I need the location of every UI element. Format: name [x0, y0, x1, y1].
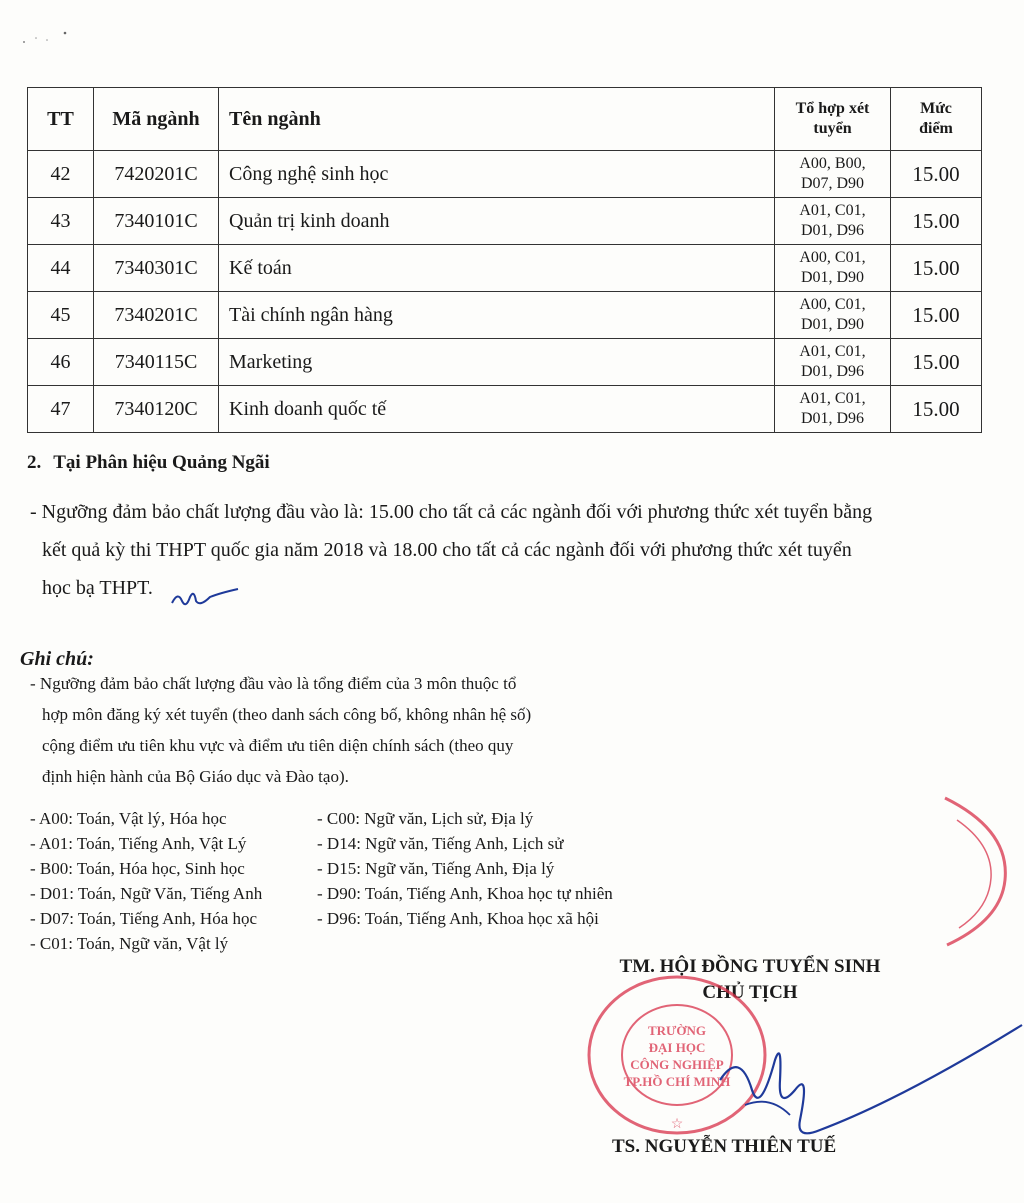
admission-score-table — [27, 87, 982, 433]
cell-combo-line1: A01, C01, — [799, 390, 866, 407]
combo-list-left — [30, 806, 262, 956]
cell-combo-line2: D01, D96 — [800, 363, 865, 380]
cell-name: Kinh doanh quốc tế — [219, 386, 775, 433]
side-stamp — [935, 790, 1015, 950]
cell-score: 15.00 — [891, 386, 982, 433]
header-code: Mã ngành — [94, 88, 219, 151]
header-combo-line1: Tổ hợp xét — [795, 100, 870, 117]
cell-combo-line2: D01, D90 — [800, 316, 865, 333]
cell-code: 7340101C — [94, 198, 219, 245]
cell-score: 15.00 — [891, 292, 982, 339]
cell-tt: 44 — [28, 245, 94, 292]
cell-score: 15.00 — [891, 151, 982, 198]
svg-text:ĐẠI HỌC: ĐẠI HỌC — [648, 1040, 706, 1055]
notes-heading: Ghi chú: — [20, 648, 94, 670]
cell-combo — [775, 292, 891, 339]
svg-text:☆: ☆ — [670, 1117, 684, 1132]
cell-combo-line2: D01, D96 — [800, 222, 865, 239]
cell-code: 7340301C — [94, 245, 219, 292]
cell-combo-line1: A01, C01, — [799, 202, 866, 219]
cell-score: 15.00 — [891, 245, 982, 292]
cell-combo-line1: A01, C01, — [799, 343, 866, 360]
cell-name: Tài chính ngân hàng — [219, 292, 775, 339]
cell-code: 7340201C — [94, 292, 219, 339]
cell-score: 15.00 — [891, 339, 982, 386]
note-line: định hiện hành của Bộ Giáo dục và Đào tạo). — [42, 767, 349, 786]
cell-combo-line2: D01, D96 — [800, 410, 865, 427]
notes-paragraph — [30, 668, 610, 792]
table-row — [28, 386, 982, 433]
svg-text:TRƯỜNG: TRƯỜNG — [647, 1023, 707, 1038]
paragraph-line: - Ngưỡng đảm bảo chất lượng đầu vào là: 15.00 cho tất cả các ngành đối với phương thức xét tuyển bằng — [30, 501, 873, 523]
svg-text:TP.HỒ CHÍ MINH: TP.HỒ CHÍ MINH — [623, 1074, 731, 1089]
svg-text:CÔNG NGHIỆP: CÔNG NGHIỆP — [630, 1057, 724, 1072]
combo-item: - D15: Ngữ văn, Tiếng Anh, Địa lý — [317, 859, 555, 878]
header-tt: TT — [28, 88, 94, 151]
cell-tt: 45 — [28, 292, 94, 339]
header-score-line2: điểm — [919, 120, 953, 137]
combo-item: - D96: Toán, Tiếng Anh, Khoa học xã hội — [317, 909, 599, 928]
table-row — [28, 292, 982, 339]
cell-code: 7420201C — [94, 151, 219, 198]
cell-tt: 46 — [28, 339, 94, 386]
cell-code: 7340120C — [94, 386, 219, 433]
cell-combo — [775, 245, 891, 292]
signer-name: TS. NGUYỄN THIÊN TUẾ — [612, 1136, 837, 1157]
signer-title: CHỦ TỊCH — [702, 982, 798, 1003]
cell-score: 15.00 — [891, 198, 982, 245]
table-header-row — [28, 88, 982, 151]
combo-item: - D14: Ngữ văn, Tiếng Anh, Lịch sử — [317, 834, 564, 853]
cell-tt: 42 — [28, 151, 94, 198]
note-line: hợp môn đăng ký xét tuyển (theo danh sách công bố, không nhân hệ số) — [42, 705, 532, 724]
table-row — [28, 339, 982, 386]
header-name: Tên ngành — [219, 88, 775, 151]
cell-tt: 47 — [28, 386, 94, 433]
note-line: cộng điểm ưu tiên khu vực và điểm ưu tiên diện chính sách (theo quy — [42, 736, 514, 755]
cell-combo-line2: D07, D90 — [800, 175, 865, 192]
cell-name: Công nghệ sinh học — [219, 151, 775, 198]
header-score — [891, 88, 982, 151]
cell-combo-line2: D01, D90 — [800, 269, 865, 286]
table-row — [28, 151, 982, 198]
cell-combo — [775, 198, 891, 245]
combo-list-right — [317, 806, 613, 931]
combo-item: - D07: Toán, Tiếng Anh, Hóa học — [30, 909, 258, 928]
signer-organization: TM. HỘI ĐỒNG TUYỂN SINH — [619, 956, 881, 977]
table-row — [28, 198, 982, 245]
cell-name: Marketing — [219, 339, 775, 386]
section-heading — [27, 452, 270, 474]
combo-item: - D90: Toán, Tiếng Anh, Khoa học tự nhiên — [317, 884, 613, 903]
scan-specks — [20, 20, 80, 50]
cell-combo — [775, 386, 891, 433]
combo-item: - A01: Toán, Tiếng Anh, Vật Lý — [30, 834, 247, 853]
cell-combo-line1: A00, C01, — [799, 296, 866, 313]
combo-item: - A00: Toán, Vật lý, Hóa học — [30, 809, 227, 828]
cell-tt: 43 — [28, 198, 94, 245]
paragraph-line: học bạ THPT. — [42, 577, 153, 599]
combo-item: - D01: Toán, Ngữ Văn, Tiếng Anh — [30, 884, 263, 903]
section-number: 2. — [27, 452, 42, 473]
section-title-text: Tại Phân hiệu Quảng Ngãi — [53, 452, 270, 473]
cell-name: Kế toán — [219, 245, 775, 292]
header-score-line1: Mức — [920, 100, 952, 117]
paragraph-line: kết quả kỳ thi THPT quốc gia năm 2018 và 18.00 cho tất cả các ngành đối với phương thức xét tuyển — [42, 539, 852, 561]
combo-item: - C00: Ngữ văn, Lịch sử, Địa lý — [317, 809, 534, 828]
cell-combo-line1: A00, C01, — [799, 249, 866, 266]
table-row — [28, 245, 982, 292]
header-combo-line2: tuyển — [813, 120, 852, 137]
handwritten-initial — [170, 583, 240, 613]
cell-combo — [775, 151, 891, 198]
cell-combo-line1: A00, B00, — [799, 155, 866, 172]
combo-item: - B00: Toán, Hóa học, Sinh học — [30, 859, 245, 878]
note-line: - Ngưỡng đảm bảo chất lượng đầu vào là tổng điểm của 3 môn thuộc tổ — [30, 674, 517, 693]
header-combo — [775, 88, 891, 151]
combo-item: - C01: Toán, Ngữ văn, Vật lý — [30, 934, 229, 953]
handwritten-signature — [700, 1020, 1024, 1150]
cell-combo — [775, 339, 891, 386]
cell-code: 7340115C — [94, 339, 219, 386]
cell-name: Quản trị kinh doanh — [219, 198, 775, 245]
